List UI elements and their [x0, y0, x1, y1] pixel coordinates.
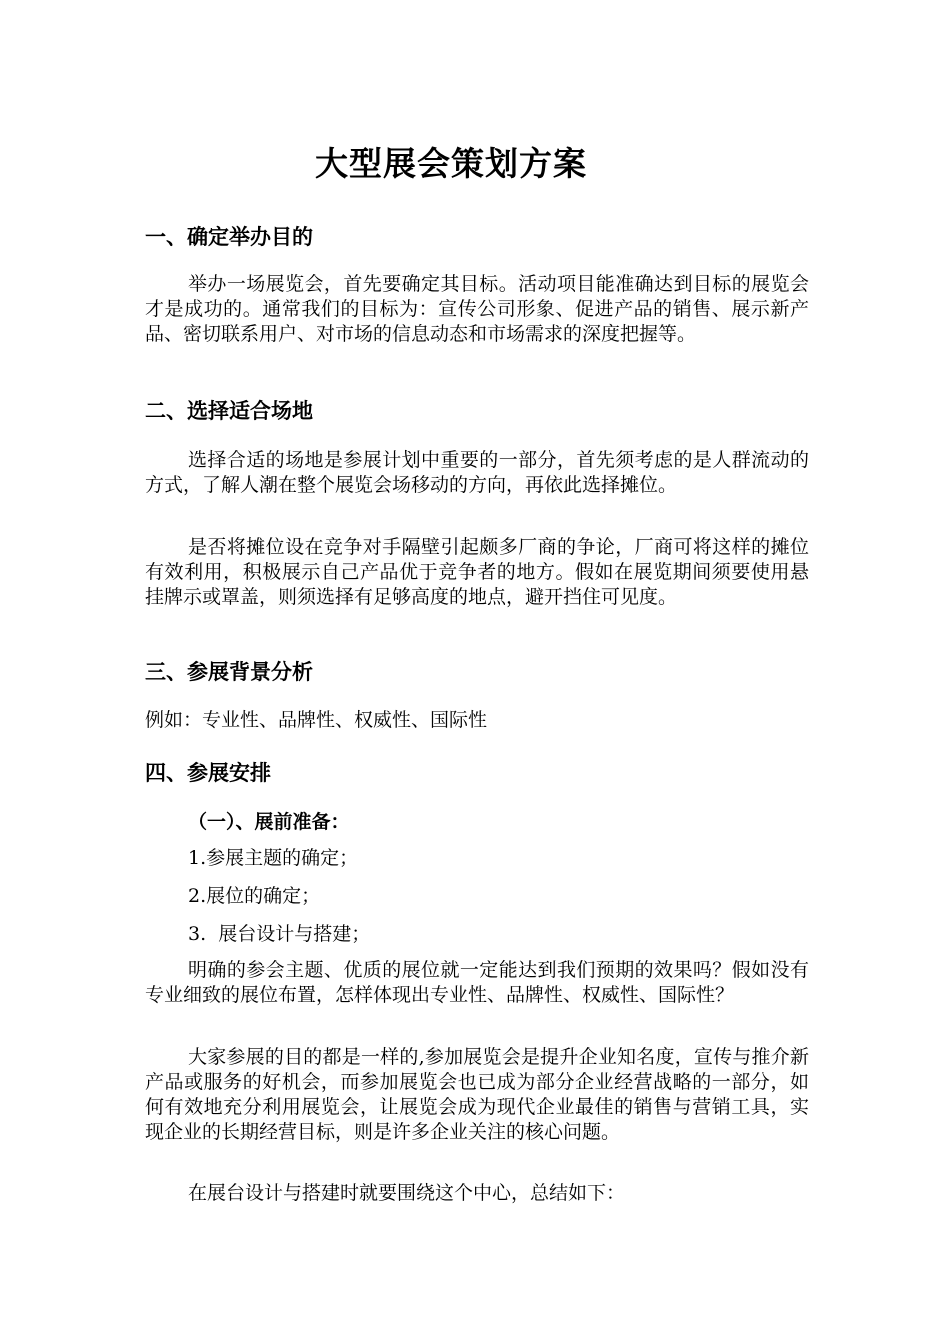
document-title: 大型展会策划方案 — [315, 144, 587, 183]
list-item: 3. 展台设计与搭建； — [188, 923, 371, 945]
section-4-paragraph-1: 明确的参会主题、优质的展位就一定能达到我们预期的效果吗？假如没有专业细致的展位布置，怎样体现出专业性、品牌性、权威性、国际性？ — [145, 959, 809, 1006]
list-item: 2.展位的确定； — [188, 885, 321, 907]
section-4-paragraph-2: 大家参展的目的都是一样的,参加展览会是提升企业知名度，宣传与推介新产品或服务的好机会，而参加展览会也已成为部分企业经营战略的一部分，如何有效地充分利用展览会，让展览会成为现代企业最佳的销售与营销工具，实现企业的长期经营目标，则是许多企业关注的核心问题。 — [145, 1046, 809, 1143]
section-4-subheading: （一）、展前准备： — [188, 811, 350, 833]
section-2-paragraph-2: 是否将摊位设在竞争对手隔壁引起颇多厂商的争论，厂商可将这样的摊位有效利用，积极展示自己产品优于竞争者的地方。假如在展览期间须要使用悬挂牌示或罩盖，则须选择有足够高度的地点，避开挡住可见度。 — [145, 536, 809, 608]
list-item: 1.参展主题的确定； — [188, 847, 359, 869]
section-heading-4: 四、参展安排 — [145, 761, 271, 785]
section-2-paragraph-1: 选择合适的场地是参展计划中重要的一部分，首先须考虑的是人群流动的方式，了解人潮在整个展览会场移动的方向，再依此选择摊位。 — [145, 449, 809, 496]
section-4-paragraph-3: 在展台设计与搭建时就要围绕这个中心，总结如下： — [188, 1182, 626, 1204]
section-1-paragraph-1: 举办一场展览会，首先要确定其目标。活动项目能准确达到目标的展览会才是成功的。通常我们的目标为：宣传公司形象、促进产品的销售、展示新产品、密切联系用户、对市场的信息动态和市场需求的深度把握等。 — [145, 273, 809, 345]
section-3-paragraph-1: 例如：专业性、品牌性、权威性、国际性 — [145, 709, 488, 731]
section-heading-1: 一、确定举办目的 — [145, 225, 313, 249]
section-heading-3: 三、参展背景分析 — [145, 660, 313, 684]
section-heading-2: 二、选择适合场地 — [145, 399, 313, 423]
